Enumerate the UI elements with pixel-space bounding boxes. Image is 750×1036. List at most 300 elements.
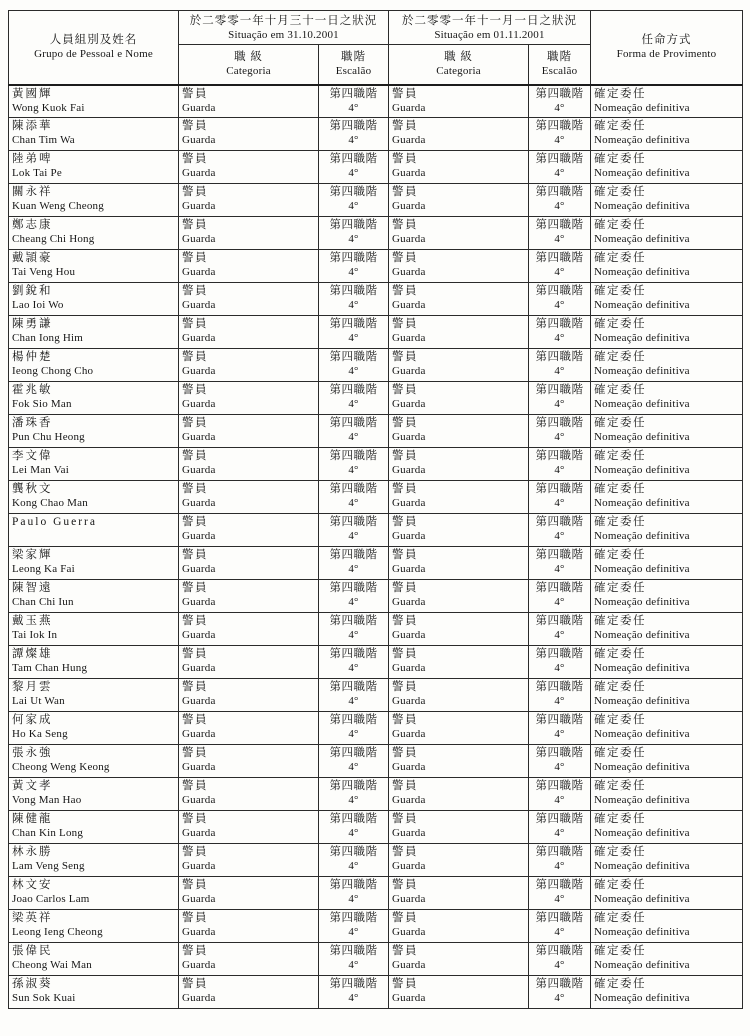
cell-categoria-before: [179, 613, 319, 646]
categoria-before-pt: Guarda: [182, 992, 216, 1004]
person-name-zh: 黃國輝: [12, 87, 53, 100]
escalao-after-zh: 第四職階: [535, 516, 584, 528]
table-row: [9, 118, 743, 151]
categoria-before-pt: Guarda: [182, 629, 216, 641]
table-row: [9, 184, 743, 217]
cell-categoria-after: [389, 976, 529, 1009]
escalao-before-zh: 第四職階: [329, 318, 378, 330]
cell-person-name: [9, 712, 179, 745]
categoria-after-pt: Guarda: [392, 926, 426, 938]
forma-provimento-zh: 確定委任: [594, 582, 646, 594]
categoria-before-zh: 警員: [182, 912, 208, 924]
forma-provimento-zh: 確定委任: [594, 120, 646, 132]
escalao-after-zh: 第四職階: [535, 87, 584, 100]
categoria-before-pt: Guarda: [182, 563, 216, 575]
header-escalao-before: [319, 45, 389, 85]
categoria-after-zh: 警員: [392, 879, 418, 891]
categoria-after-zh: 警員: [392, 747, 418, 759]
categoria-before-pt: Guarda: [182, 530, 216, 542]
categoria-before-zh: 警員: [182, 483, 208, 495]
escalao-after-zh: 第四職階: [535, 615, 584, 627]
cell-escalao-before: [319, 712, 389, 745]
cell-escalao-before: [319, 250, 389, 283]
escalao-before-zh: 第四職階: [329, 615, 378, 627]
categoria-before-zh: 警員: [182, 516, 208, 528]
cell-categoria-after: [389, 580, 529, 613]
categoria-before-zh: 警員: [182, 219, 208, 231]
person-name-pt: Leong Ka Fai: [12, 563, 75, 575]
escalao-after-pt: 4°: [554, 398, 565, 410]
table-row: [9, 85, 743, 118]
categoria-after-pt: Guarda: [392, 959, 426, 971]
table-row: [9, 151, 743, 184]
cell-person-name: [9, 646, 179, 679]
person-name-pt: Lei Man Vai: [12, 464, 69, 476]
cell-person-name: [9, 316, 179, 349]
cell-categoria-after: [389, 877, 529, 910]
categoria-before-zh: 警員: [182, 153, 208, 165]
header-escalao-after: [529, 45, 591, 85]
categoria-after-zh: 警員: [392, 813, 418, 825]
escalao-after-zh: 第四職階: [535, 351, 584, 363]
table-row: [9, 646, 743, 679]
person-name-zh: 關永祥: [12, 186, 53, 198]
categoria-before-zh: 警員: [182, 648, 208, 660]
categoria-after-pt: Guarda: [392, 167, 426, 179]
header-situation-before-pt: Situação em 31.10.2001: [228, 28, 339, 41]
escalao-after-pt: 4°: [554, 266, 565, 278]
forma-provimento-pt: Nomeação definitiva: [594, 761, 690, 773]
table-row: [9, 316, 743, 349]
escalao-after-pt: 4°: [554, 200, 565, 212]
header-escalao-after-zh: 職階: [547, 51, 572, 64]
categoria-before-zh: 警員: [182, 747, 208, 759]
categoria-after-zh: 警員: [392, 351, 418, 363]
cell-person-name: [9, 745, 179, 778]
escalao-before-zh: 第四職階: [329, 648, 378, 660]
cell-categoria-after: [389, 118, 529, 151]
forma-provimento-zh: 確定委任: [594, 615, 646, 627]
cell-escalao-before: [319, 184, 389, 217]
person-name-zh: 林永勝: [12, 846, 53, 858]
cell-escalao-before: [319, 679, 389, 712]
table-row: [9, 448, 743, 481]
categoria-after-pt: Guarda: [392, 398, 426, 410]
cell-escalao-after: [529, 646, 591, 679]
cell-escalao-after: [529, 745, 591, 778]
escalao-before-zh: 第四職階: [329, 351, 378, 363]
escalao-after-zh: 第四職階: [535, 912, 584, 924]
forma-provimento-pt: Nomeação definitiva: [594, 365, 690, 377]
escalao-after-zh: 第四職階: [535, 780, 584, 792]
escalao-before-pt: 4°: [348, 827, 359, 839]
escalao-before-pt: 4°: [348, 365, 359, 377]
escalao-after-pt: 4°: [554, 497, 565, 509]
escalao-before-zh: 第四職階: [329, 780, 378, 792]
categoria-after-pt: Guarda: [392, 464, 426, 476]
person-name-zh: 陳勇謙: [12, 318, 53, 330]
forma-provimento-zh: 確定委任: [594, 846, 646, 858]
cell-categoria-after: [389, 745, 529, 778]
escalao-after-zh: 第四職階: [535, 417, 584, 429]
cell-forma-provimento: [591, 514, 743, 547]
forma-provimento-zh: 確定委任: [594, 714, 646, 726]
forma-provimento-zh: 確定委任: [594, 879, 646, 891]
cell-forma-provimento: [591, 580, 743, 613]
cell-forma-provimento: [591, 283, 743, 316]
cell-categoria-before: [179, 943, 319, 976]
forma-provimento-pt: Nomeação definitiva: [594, 332, 690, 344]
header-situation-after-pt: Situação em 01.11.2001: [434, 28, 545, 41]
cell-categoria-after: [389, 514, 529, 547]
escalao-after-pt: 4°: [554, 827, 565, 839]
header-personnel-name-zh: 人員組別及姓名: [49, 34, 138, 47]
cell-escalao-before: [319, 349, 389, 382]
forma-provimento-zh: 確定委任: [594, 516, 646, 528]
person-name-pt: Cheong Wai Man: [12, 959, 92, 971]
escalao-before-zh: 第四職階: [329, 516, 378, 528]
categoria-after-pt: Guarda: [392, 530, 426, 542]
cell-person-name: [9, 910, 179, 943]
categoria-after-pt: Guarda: [392, 365, 426, 377]
categoria-after-pt: Guarda: [392, 431, 426, 443]
cell-escalao-before: [319, 283, 389, 316]
escalao-after-pt: 4°: [554, 860, 565, 872]
escalao-before-zh: 第四職階: [329, 549, 378, 561]
categoria-after-pt: Guarda: [392, 794, 426, 806]
cell-escalao-before: [319, 547, 389, 580]
categoria-before-pt: Guarda: [182, 695, 216, 707]
cell-escalao-after: [529, 349, 591, 382]
person-name-pt: Lam Veng Seng: [12, 860, 85, 872]
categoria-after-zh: 警員: [392, 153, 418, 165]
escalao-before-pt: 4°: [348, 464, 359, 476]
forma-provimento-zh: 確定委任: [594, 318, 646, 330]
categoria-after-zh: 警員: [392, 318, 418, 330]
categoria-before-zh: 警員: [182, 945, 208, 957]
escalao-after-pt: 4°: [554, 431, 565, 443]
person-name-pt: Cheang Chi Hong: [12, 233, 95, 245]
categoria-before-zh: 警員: [182, 780, 208, 792]
escalao-after-pt: 4°: [554, 233, 565, 245]
escalao-after-zh: 第四職階: [535, 879, 584, 891]
cell-escalao-after: [529, 283, 591, 316]
categoria-after-pt: Guarda: [392, 134, 426, 146]
person-name-pt: Leong Ieng Cheong: [12, 926, 103, 938]
categoria-before-pt: Guarda: [182, 431, 216, 443]
escalao-before-pt: 4°: [348, 893, 359, 905]
escalao-before-zh: 第四職階: [329, 813, 378, 825]
table-row: [9, 778, 743, 811]
cell-categoria-after: [389, 316, 529, 349]
forma-provimento-zh: 確定委任: [594, 351, 646, 363]
escalao-before-zh: 第四職階: [329, 285, 378, 297]
cell-categoria-before: [179, 844, 319, 877]
cell-forma-provimento: [591, 679, 743, 712]
cell-person-name: [9, 415, 179, 448]
cell-categoria-before: [179, 184, 319, 217]
categoria-before-pt: Guarda: [182, 266, 216, 278]
forma-provimento-zh: 確定委任: [594, 648, 646, 660]
escalao-before-zh: 第四職階: [329, 912, 378, 924]
person-name-zh: 鄭志康: [12, 219, 53, 231]
person-name-zh: Paulo Guerra: [12, 516, 97, 528]
categoria-after-zh: 警員: [392, 186, 418, 198]
escalao-after-zh: 第四職階: [535, 813, 584, 825]
person-name-pt: Cheong Weng Keong: [12, 761, 110, 773]
table-row: [9, 547, 743, 580]
categoria-after-zh: 警員: [392, 648, 418, 660]
escalao-before-zh: 第四職階: [329, 747, 378, 759]
cell-person-name: [9, 778, 179, 811]
cell-categoria-after: [389, 778, 529, 811]
cell-categoria-after: [389, 547, 529, 580]
cell-escalao-before: [319, 646, 389, 679]
cell-categoria-after: [389, 613, 529, 646]
table-row: [9, 580, 743, 613]
forma-provimento-zh: 確定委任: [594, 285, 646, 297]
escalao-after-zh: 第四職階: [535, 978, 584, 990]
escalao-before-pt: 4°: [348, 629, 359, 641]
header-categoria-after-zh: 職 級: [444, 51, 473, 64]
cell-escalao-after: [529, 778, 591, 811]
cell-categoria-before: [179, 481, 319, 514]
cell-escalao-before: [319, 448, 389, 481]
escalao-before-pt: 4°: [348, 860, 359, 872]
cell-forma-provimento: [591, 481, 743, 514]
cell-forma-provimento: [591, 613, 743, 646]
escalao-after-zh: 第四職階: [535, 285, 584, 297]
table-row: [9, 910, 743, 943]
cell-forma-provimento: [591, 976, 743, 1009]
cell-categoria-before: [179, 151, 319, 184]
person-name-pt: Chan Iong Him: [12, 332, 84, 344]
escalao-before-pt: 4°: [348, 266, 359, 278]
escalao-after-zh: 第四職階: [535, 318, 584, 330]
forma-provimento-pt: Nomeação definitiva: [594, 794, 690, 806]
categoria-before-pt: Guarda: [182, 596, 216, 608]
header-personnel-name: [9, 11, 179, 85]
categoria-before-zh: 警員: [182, 285, 208, 297]
forma-provimento-zh: 確定委任: [594, 978, 646, 990]
forma-provimento-pt: Nomeação definitiva: [594, 431, 690, 443]
escalao-before-pt: 4°: [348, 332, 359, 344]
person-name-zh: 戴頴豪: [12, 252, 53, 264]
categoria-before-pt: Guarda: [182, 662, 216, 674]
escalao-before-zh: 第四職階: [329, 87, 378, 100]
cell-forma-provimento: [591, 943, 743, 976]
categoria-before-zh: 警員: [182, 846, 208, 858]
table-row: [9, 679, 743, 712]
categoria-after-pt: Guarda: [392, 992, 426, 1004]
escalao-after-zh: 第四職階: [535, 450, 584, 462]
cell-person-name: [9, 613, 179, 646]
cell-escalao-before: [319, 316, 389, 349]
cell-escalao-after: [529, 877, 591, 910]
table-row: [9, 976, 743, 1009]
person-name-zh: 龔秋文: [12, 483, 53, 495]
person-name-zh: 孫淑葵: [12, 978, 53, 990]
cell-categoria-before: [179, 415, 319, 448]
forma-provimento-pt: Nomeação definitiva: [594, 860, 690, 872]
escalao-after-zh: 第四職階: [535, 945, 584, 957]
categoria-after-pt: Guarda: [392, 695, 426, 707]
categoria-after-pt: Guarda: [392, 299, 426, 311]
cell-categoria-after: [389, 250, 529, 283]
categoria-after-zh: 警員: [392, 285, 418, 297]
person-name-pt: Fok Sio Man: [12, 398, 72, 410]
cell-forma-provimento: [591, 547, 743, 580]
cell-categoria-before: [179, 679, 319, 712]
cell-escalao-before: [319, 778, 389, 811]
table-row: [9, 217, 743, 250]
escalao-after-zh: 第四職階: [535, 714, 584, 726]
forma-provimento-pt: Nomeação definitiva: [594, 992, 690, 1004]
forma-provimento-pt: Nomeação definitiva: [594, 530, 690, 542]
cell-categoria-before: [179, 778, 319, 811]
table-row: [9, 283, 743, 316]
forma-provimento-pt: Nomeação definitiva: [594, 695, 690, 707]
cell-categoria-before: [179, 250, 319, 283]
person-name-zh: 霍兆敏: [12, 384, 53, 396]
escalao-before-pt: 4°: [348, 959, 359, 971]
cell-categoria-before: [179, 547, 319, 580]
escalao-before-pt: 4°: [348, 926, 359, 938]
escalao-before-zh: 第四職階: [329, 582, 378, 594]
cell-escalao-before: [319, 976, 389, 1009]
categoria-after-pt: Guarda: [392, 596, 426, 608]
cell-person-name: [9, 217, 179, 250]
person-name-zh: 黎月雲: [12, 681, 53, 693]
header-personnel-name-pt: Grupo de Pessoal e Nome: [34, 48, 153, 61]
cell-person-name: [9, 151, 179, 184]
categoria-after-zh: 警員: [392, 417, 418, 429]
forma-provimento-zh: 確定委任: [594, 780, 646, 792]
person-name-pt: Chan Chi Iun: [12, 596, 74, 608]
cell-person-name: [9, 481, 179, 514]
cell-escalao-before: [319, 811, 389, 844]
categoria-after-pt: Guarda: [392, 860, 426, 872]
escalao-before-zh: 第四職階: [329, 252, 378, 264]
table-row: [9, 613, 743, 646]
cell-categoria-before: [179, 910, 319, 943]
escalao-after-zh: 第四職階: [535, 747, 584, 759]
categoria-before-pt: Guarda: [182, 728, 216, 740]
cell-escalao-after: [529, 580, 591, 613]
forma-provimento-pt: Nomeação definitiva: [594, 299, 690, 311]
categoria-after-zh: 警員: [392, 846, 418, 858]
cell-person-name: [9, 811, 179, 844]
cell-person-name: [9, 580, 179, 613]
categoria-after-pt: Guarda: [392, 200, 426, 212]
categoria-after-zh: 警員: [392, 450, 418, 462]
cell-escalao-after: [529, 844, 591, 877]
header-situation-after: [389, 11, 591, 45]
categoria-after-zh: 警員: [392, 87, 418, 100]
categoria-before-zh: 警員: [182, 318, 208, 330]
cell-categoria-after: [389, 646, 529, 679]
forma-provimento-pt: Nomeação definitiva: [594, 662, 690, 674]
cell-escalao-after: [529, 514, 591, 547]
categoria-before-pt: Guarda: [182, 233, 216, 245]
cell-categoria-before: [179, 217, 319, 250]
cell-categoria-before: [179, 976, 319, 1009]
categoria-before-pt: Guarda: [182, 101, 216, 114]
cell-escalao-after: [529, 547, 591, 580]
escalao-after-pt: 4°: [554, 926, 565, 938]
categoria-before-zh: 警員: [182, 549, 208, 561]
categoria-after-pt: Guarda: [392, 728, 426, 740]
categoria-before-pt: Guarda: [182, 167, 216, 179]
categoria-before-pt: Guarda: [182, 365, 216, 377]
table-row: [9, 514, 743, 547]
cell-escalao-after: [529, 448, 591, 481]
person-name-pt: Vong Man Hao: [12, 794, 82, 806]
forma-provimento-zh: 確定委任: [594, 219, 646, 231]
cell-escalao-after: [529, 481, 591, 514]
escalao-after-pt: 4°: [554, 167, 565, 179]
person-name-zh: 梁英祥: [12, 912, 53, 924]
person-name-zh: 張偉民: [12, 945, 53, 957]
person-name-zh: 張永強: [12, 747, 53, 759]
categoria-before-zh: 警員: [182, 813, 208, 825]
person-name-pt: Joao Carlos Lam: [12, 893, 90, 905]
escalao-before-pt: 4°: [348, 794, 359, 806]
categoria-after-zh: 警員: [392, 681, 418, 693]
cell-person-name: [9, 547, 179, 580]
person-name-pt: Kong Chao Man: [12, 497, 88, 509]
cell-categoria-before: [179, 580, 319, 613]
cell-person-name: [9, 448, 179, 481]
cell-person-name: [9, 283, 179, 316]
person-name-pt: Chan Tim Wa: [12, 134, 75, 146]
cell-escalao-before: [319, 217, 389, 250]
categoria-after-zh: 警員: [392, 582, 418, 594]
cell-escalao-before: [319, 85, 389, 118]
cell-categoria-before: [179, 514, 319, 547]
cell-escalao-after: [529, 613, 591, 646]
escalao-before-pt: 4°: [348, 134, 359, 146]
forma-provimento-pt: Nomeação definitiva: [594, 959, 690, 971]
cell-forma-provimento: [591, 646, 743, 679]
forma-provimento-zh: 確定委任: [594, 813, 646, 825]
escalao-after-pt: 4°: [554, 629, 565, 641]
header-forma-provimento: [591, 11, 743, 85]
categoria-after-zh: 警員: [392, 516, 418, 528]
cell-escalao-before: [319, 514, 389, 547]
escalao-before-zh: 第四職階: [329, 120, 378, 132]
escalao-before-zh: 第四職階: [329, 714, 378, 726]
categoria-before-zh: 警員: [182, 681, 208, 693]
header-categoria-after: [389, 45, 529, 85]
escalao-before-zh: 第四職階: [329, 450, 378, 462]
cell-escalao-after: [529, 217, 591, 250]
table-row: [9, 943, 743, 976]
escalao-before-zh: 第四職階: [329, 846, 378, 858]
table-row: [9, 415, 743, 448]
cell-escalao-before: [319, 943, 389, 976]
header-forma-provimento-pt: Forma de Provimento: [616, 48, 717, 61]
categoria-before-zh: 警員: [182, 582, 208, 594]
person-name-zh: 李文偉: [12, 450, 53, 462]
forma-provimento-zh: 確定委任: [594, 549, 646, 561]
person-name-zh: 潘珠香: [12, 417, 53, 429]
person-name-pt: Chan Kin Long: [12, 827, 84, 839]
cell-categoria-before: [179, 448, 319, 481]
categoria-before-zh: 警員: [182, 120, 208, 132]
forma-provimento-pt: Nomeação definitiva: [594, 596, 690, 608]
header-situation-after-zh: 於二零零一年十一月一日之狀況: [402, 14, 577, 27]
